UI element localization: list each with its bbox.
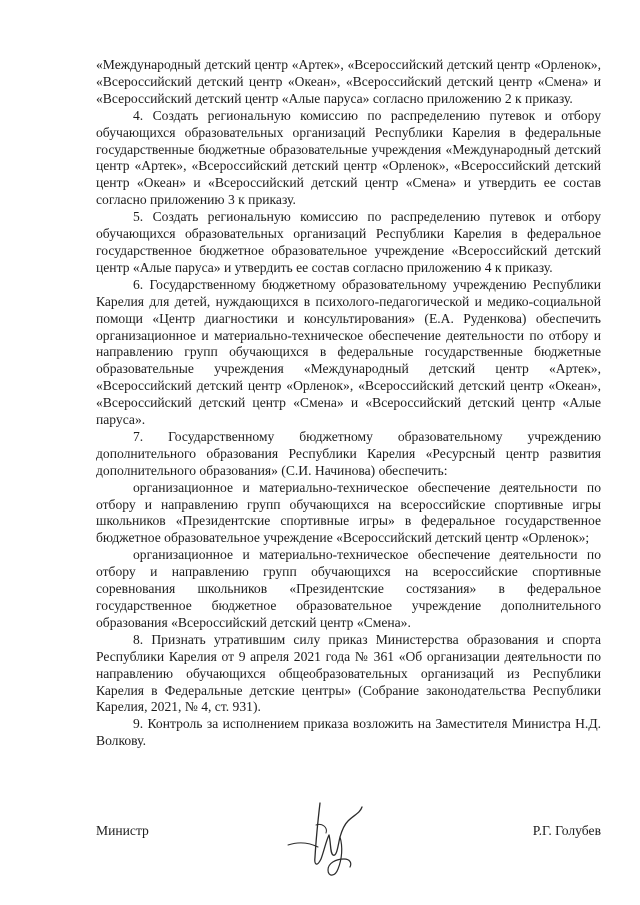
paragraph-item-7: 7. Государственному бюджетному образовательному учреждению дополнительного образования Республики Карелия «Ресурсный центр развития дополнительного образования» (С.И. Начинова) обеспечить: xyxy=(96,428,601,478)
document-body xyxy=(96,57,601,750)
paragraph-appendix-2-continuation: «Международный детский центр «Артек», «Всероссийский детский центр «Орленок», «Всероссийский детский центр «Океан», «Всероссийский детский центр «Смена» и «Всероссийский детский центр «Алые паруса» согласно приложению 2 к приказу. xyxy=(96,57,601,106)
signatory-title: Министр xyxy=(96,823,149,838)
paragraph-item-7-sub-1: организационное и материально-техническое обеспечение деятельности по отбору и направлению групп обучающихся на всероссийские спортивные игры школьников «Президентские спортивные игры» в федеральное государственное бюджетное образовательное учреждение «Всероссийский детский центр «Орленок»; xyxy=(96,479,601,546)
paragraph-item-9: 9. Контроль за исполнением приказа возложить на Заместителя Министра Н.Д. Волкову. xyxy=(96,716,601,749)
signatory-name: Р.Г. Голубев xyxy=(532,823,601,838)
handwritten-signature xyxy=(280,785,380,885)
paragraph-item-6: 6. Государственному бюджетному образовательному учреждению Республики Карелия для детей, нуждающихся в психолого-педагогической и медико-социальной помощи «Центр диагностики и консультирования» (Е.А. Руденкова) обеспечить организационное и материально-техническое обеспечение деятельности по отбору и направлению групп обучающихся в федеральные государственные бюджетные образовательные учреждения «Международный детский центр «Артек», «Всероссийский детский центр «Орленок», «Всероссийский детский центр «Океан», «Всероссийский детский центр «Смена» и «Всероссийский детский центр «Алые паруса». xyxy=(96,276,601,428)
paragraph-item-5: 5. Создать региональную комиссию по распределению путевок и отбору обучающихся образовательных организаций Республики Карелия в федеральное государственное бюджетное образовательное учреждение «Всероссийский детский центр «Алые паруса» и утвердить ее состав согласно приложению 4 к приказу. xyxy=(96,209,601,275)
paragraph-item-8: 8. Признать утратившим силу приказ Министерства образования и спорта Республики Карелия от 9 апреля 2021 года № 361 «Об организации деятельности по направлению обучающихся общеобразовательных организаций из Республики Карелия в Федеральные детские центры» (Собрание законодательства Республики Карелия, 2021, № 4, ст. 931). xyxy=(96,631,601,715)
paragraph-item-7-sub-2: организационное и материально-техническое обеспечение деятельности по отбору и направлению групп обучающихся на всероссийские спортивные соревнования школьников «Президентские состязания» в федеральное государственное бюджетное образовательное учреждение дополнительного образования «Всероссийский детский центр «Смена». xyxy=(96,547,601,630)
paragraph-item-4: 4. Создать региональную комиссию по распределению путевок и отбору обучающихся образовательных организаций Республики Карелия в федеральные государственные бюджетные образовательные учреждения «Международный детский центр «Артек», «Всероссийский детский центр «Орленок», «Всероссийский детский центр «Океан» и «Всероссийский детский центр «Смена» и утвердить ее состав согласно приложению 3 к приказу. xyxy=(96,107,601,208)
